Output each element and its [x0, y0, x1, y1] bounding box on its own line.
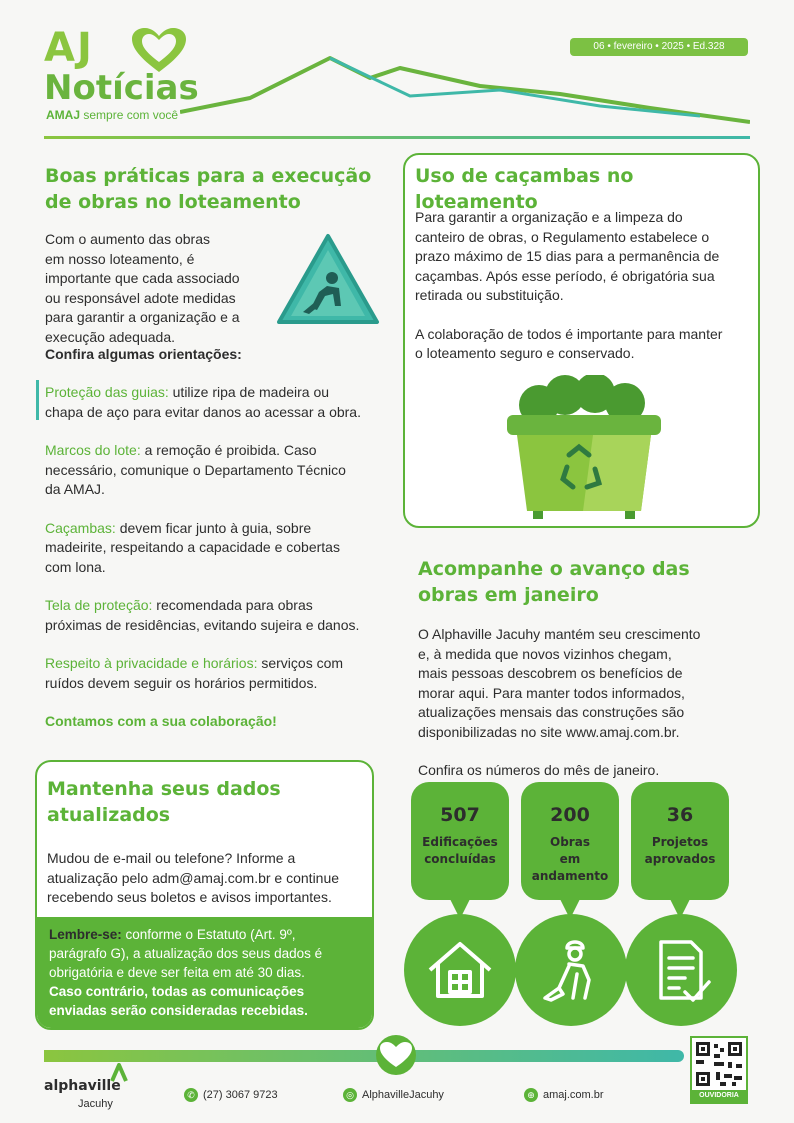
list-item: Proteção das guias: utilize ripa de madeira ou chapa de aço para evitar danos ao acessar a obra. [45, 384, 361, 420]
worker-icon [515, 914, 627, 1026]
document-circle [625, 914, 737, 1026]
stat-label: Obras em andamento [531, 835, 609, 883]
stat-card-edificacoes [411, 782, 509, 900]
house-icon [404, 914, 516, 1026]
stat-value: 200 [550, 804, 590, 826]
document-check-icon [625, 914, 737, 1026]
avanco-text: O Alphaville Jacuhy mantém seu crescimento e, à medida que novos vizinhos chegam, mais pessoas descobrem os benefícios de morar aqui. Para manter todos informados, atualizações mensais das construções são disponibilizadas no site www.amaj.com.br. Confira os números do mês de janeiro. [418, 626, 701, 778]
list-item: Caçambas: devem ficar junto à guia, sobre madeirite, respeitando a capacidade e cobertas com lona. [45, 519, 340, 575]
footer-phone[interactable]: ✆ (27) 3067 9723 [184, 1088, 278, 1102]
cacambas-title: Uso de caçambas no loteamento [415, 165, 634, 213]
footer-rule [44, 1050, 684, 1062]
mountain-icon [180, 50, 750, 130]
cacambas-box [403, 153, 760, 528]
stat-value: 507 [440, 804, 480, 826]
cacambas-text: Para garantir a organização e a limpeza do canteiro de obras, o Regulamento estabelece o prazo máximo de 15 dias para a permanência de caçambas. Após esse período, é obrigatória sua retirada ou substituição. A colaboração de todos é importante para manter o loteamento seguro e conservado. [415, 209, 723, 361]
stat-label: Projetos aprovados [644, 835, 716, 866]
logo-tagline: AMAJ sempre com você [46, 108, 179, 122]
construction-warning-icon [275, 232, 381, 328]
logo-noticias: Notícias [44, 68, 199, 108]
worker-circle [515, 914, 627, 1026]
avanco-title: Acompanhe o avanço das obras em janeiro [418, 558, 690, 606]
qr-code[interactable] [690, 1036, 748, 1104]
qr-code-icon [692, 1040, 746, 1090]
alphaville-a-icon [108, 1063, 130, 1083]
alphaville-sub: Jacuhy [78, 1098, 113, 1110]
stat-card-projetos [631, 782, 729, 900]
confira-orientacoes: Confira algumas orientações: [45, 346, 242, 362]
alphaville-logo: alphaville [44, 1078, 121, 1094]
list-item: Respeito à privacidade e horários: serviços com ruídos devem seguir os horários permitidos. [45, 655, 344, 691]
house-circle [404, 914, 516, 1026]
footer-social[interactable]: ◎ AlphavilleJacuhy [343, 1088, 444, 1102]
closing-text: Contamos com a sua colaboração! [45, 713, 277, 729]
globe-icon: ⊕ [524, 1088, 538, 1102]
dados-text: Mudou de e-mail ou telefone? Informe a atualização pelo adm@amaj.com.br e continue recebendo seus boletos e avisos importantes. [47, 850, 340, 905]
stat-value: 36 [666, 804, 694, 826]
list-item: Tela de proteção: recomendada para obras próximas de residências, evitando sujeira e danos. [45, 597, 360, 633]
social-icon: ◎ [343, 1088, 357, 1102]
boas-praticas-intro: Com o aumento das obras em nosso loteamento, é importante que cada associado ou responsável adote medidas para garantir a organização e a execução adequada. [45, 231, 240, 345]
qr-label: OUVIDORIA [692, 1090, 746, 1102]
lembre-se-panel: Lembre-se: conforme o Estatuto (Art. 9º, parágrafo G), a atualização dos seus dados é obrigatória e deve ser feita em até 30 dias. Caso contrário, todas as comunicações enviadas serão consideradas recebidas. [37, 917, 372, 1030]
stat-label: Edificações concluídas [422, 835, 498, 866]
footer-heart-icon [370, 1035, 422, 1075]
header-rule [44, 136, 750, 139]
guide-bar [36, 380, 39, 420]
phone-icon: ✆ [184, 1088, 198, 1102]
footer-site[interactable]: ⊕ amaj.com.br [524, 1088, 604, 1102]
dados-box [35, 760, 374, 1030]
dumpster-recycle-icon [503, 375, 665, 523]
stat-card-obras [521, 782, 619, 900]
list-item: Marcos do lote: a remoção é proibida. Caso necessário, comunique o Departamento Técnico da AMAJ. [45, 442, 346, 497]
edition-badge: 06 • fevereiro • 2025 • Ed.328 [570, 38, 748, 56]
logo-aj: AJ [44, 25, 94, 71]
orientacao-list [45, 383, 375, 732]
dados-title: Mantenha seus dados atualizados [47, 778, 281, 826]
boas-praticas-title: Boas práticas para a execução de obras no loteamento [45, 165, 372, 213]
